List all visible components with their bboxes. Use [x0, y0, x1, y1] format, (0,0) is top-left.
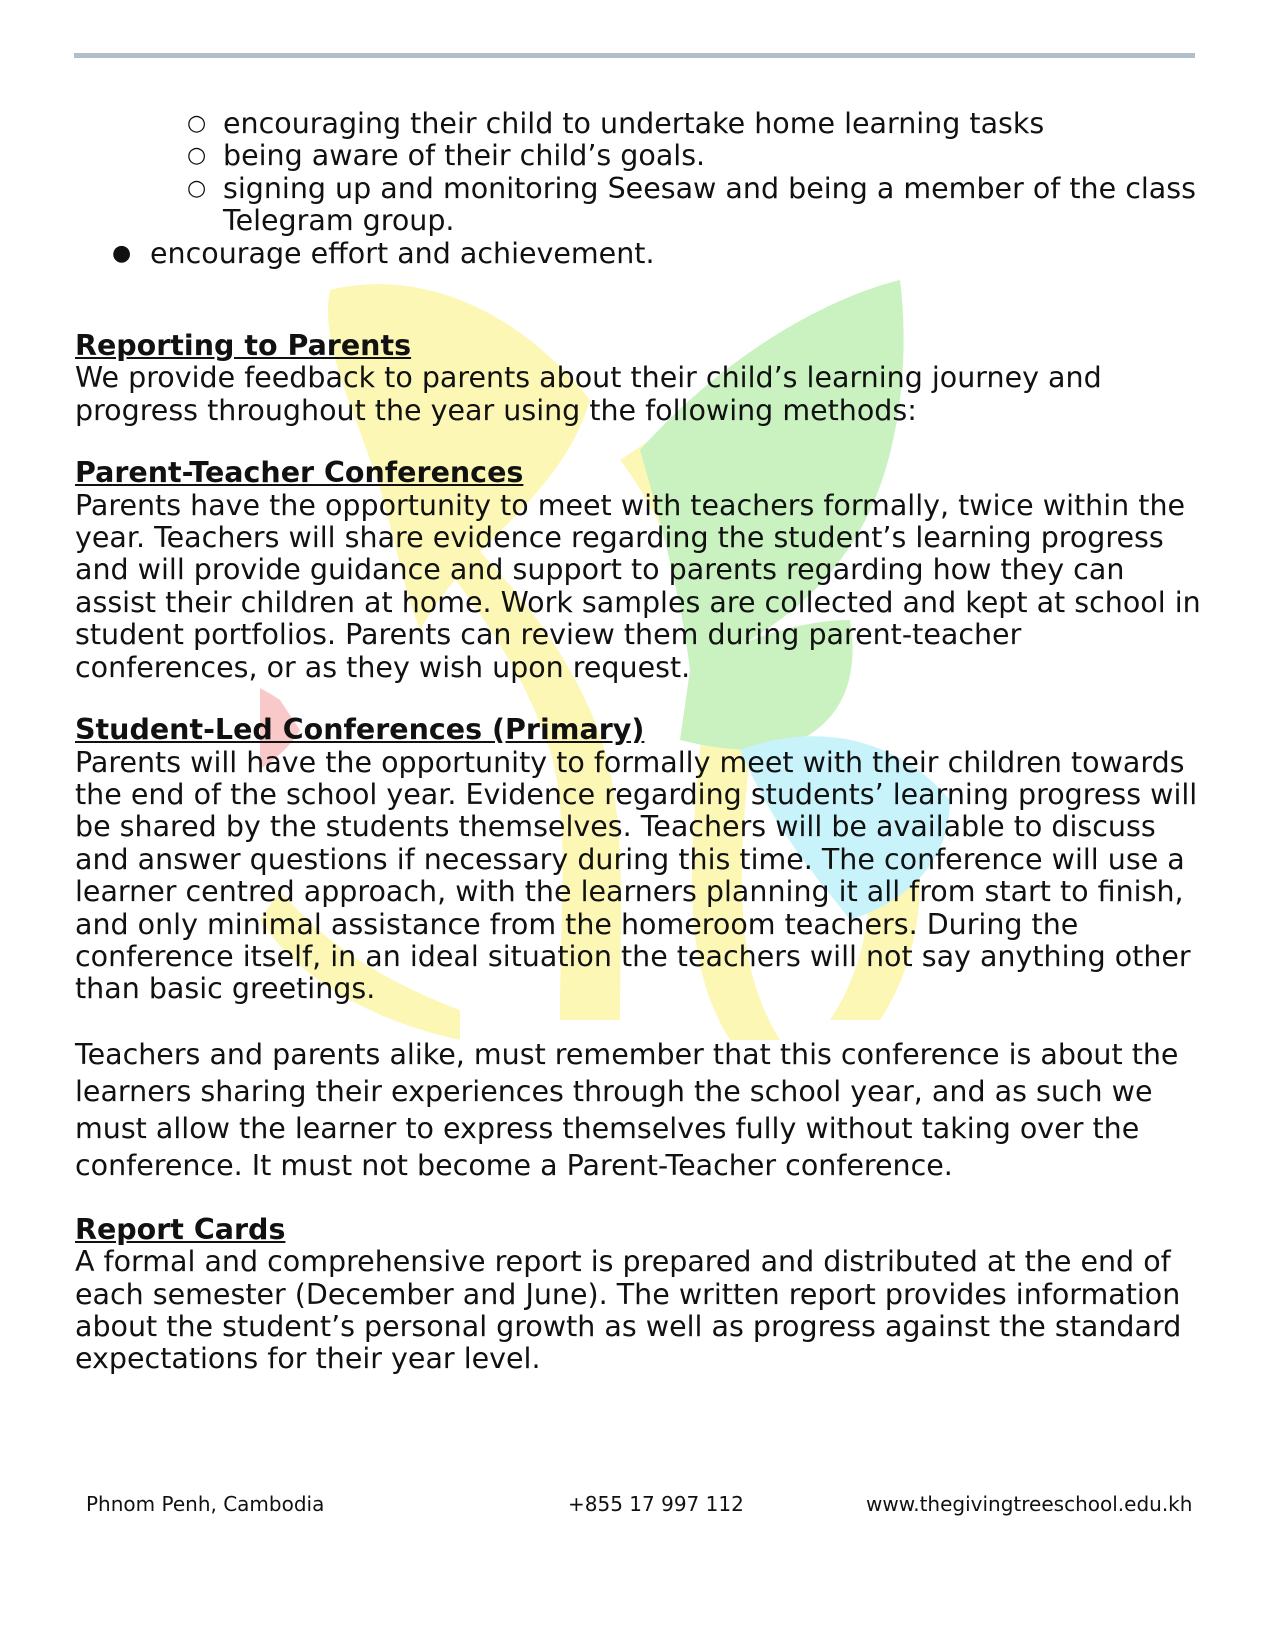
document-body: [75, 108, 1205, 1376]
paragraph-student-led: Parents will have the opportunity to formally meet with their children towards the end of the school year. Evidence regarding students’ learning progress will be shared by the students themselves. Teachers will be available to discuss and answer questions if necessary during this time. The conference will use a learner centred approach, with the learners planning it all from start to finish, and only minimal assistance from the homeroom teachers. During the conference itself, in an ideal situation the teachers will not say anything other than basic greetings.: [75, 745, 1198, 1006]
header-rule: [74, 53, 1195, 58]
list-item: ○ signing up and monitoring Seesaw and being a member of the class Telegram group.: [187, 171, 1196, 238]
list-item: ○ being aware of their child’s goals.: [187, 139, 706, 173]
footer-phone: +855 17 997 112: [568, 1492, 744, 1516]
list-item: ● encourage effort and achievement.: [112, 236, 655, 270]
paragraph-parent-teacher: Parents have the opportunity to meet with teachers formally, twice within the year. Teachers will share evidence regarding the student’s learning progress and will provide guidance and support to parents regarding how they can assist their children at home. Work samples are collected and kept at school in student portfolios. Parents can review them during parent-teacher conferences, or as they wish upon request.: [75, 488, 1201, 684]
circle-bullet-icon: ○: [187, 143, 207, 169]
list-item: ○ encouraging their child to undertake home learning tasks: [187, 107, 1045, 140]
circle-bullet-icon: ○: [187, 111, 207, 136]
footer-location: Phnom Penh, Cambodia: [86, 1492, 325, 1516]
paragraph-reporting: We provide feedback to parents about their child’s learning journey and progress throughout the year using the following methods:: [75, 361, 1102, 427]
heading-student-led-conferences: Student-Led Conferences (Primary): [75, 713, 645, 747]
paragraph-report-cards: A formal and comprehensive report is prepared and distributed at the end of each semester (December and June). The written report provides information about the student’s personal growth as well as progress against the standard expectations for their year level.: [75, 1245, 1182, 1376]
paragraph-student-led-reminder: Teachers and parents alike, must remember that this conference is about the learners sharing their experiences through the school year, and as such we must allow the learner to express themselves fully without taking over the conference. It must not become a Parent-Teacher conference.: [75, 1037, 1179, 1182]
sub-bullet-list: [75, 108, 1205, 238]
main-bullet-list: [75, 238, 1205, 270]
footer-website-link[interactable]: www.thegivingtreeschool.edu.kh: [866, 1492, 1193, 1516]
heading-reporting-to-parents: Reporting to Parents: [75, 329, 412, 363]
heading-report-cards: Report Cards: [75, 1212, 286, 1246]
heading-parent-teacher-conferences: Parent-Teacher Conferences: [75, 456, 524, 490]
circle-bullet-icon: ○: [187, 175, 207, 201]
disc-bullet-icon: ●: [112, 240, 132, 266]
